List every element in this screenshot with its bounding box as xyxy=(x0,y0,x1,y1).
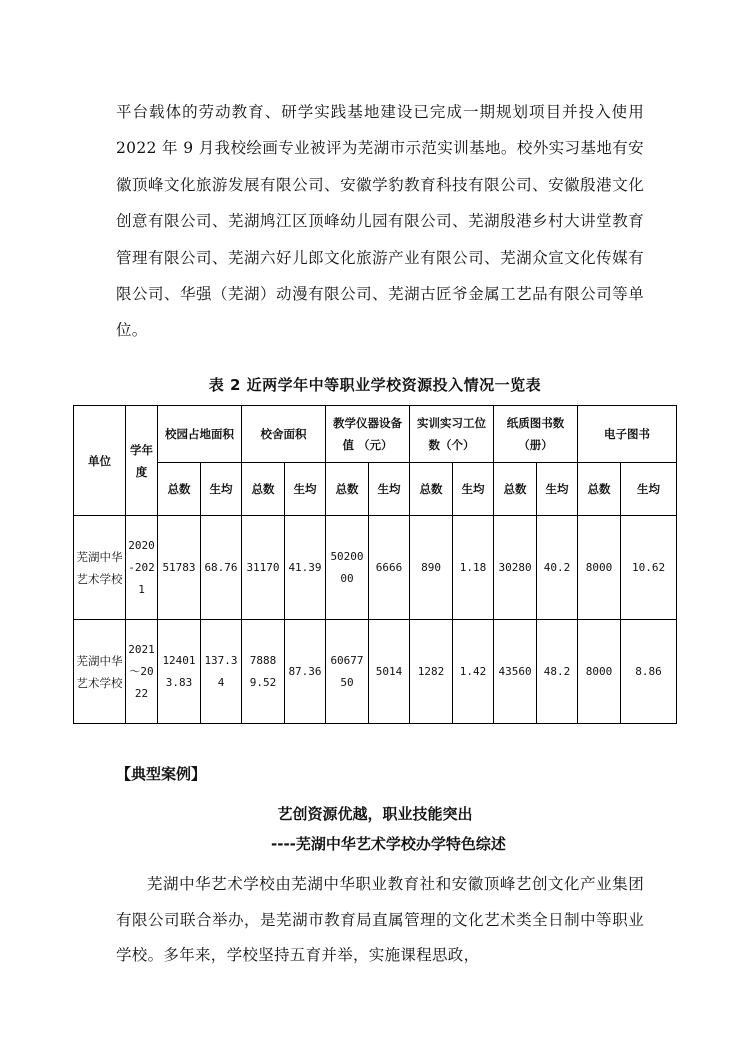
subheader-total: 总数 xyxy=(410,463,453,516)
cell-campus-total: 124013.83 xyxy=(158,620,201,724)
header-unit: 单位 xyxy=(74,406,126,516)
header-campus-area: 校园占地面积 xyxy=(158,406,242,463)
cell-unit: 芜湖中华艺术学校 xyxy=(74,516,126,620)
cell-building-total: 31170 xyxy=(242,516,285,620)
cell-campus-per: 137.34 xyxy=(201,620,242,724)
table-subheader-row xyxy=(74,463,677,516)
table-row xyxy=(74,620,677,724)
cell-books-total: 43560 xyxy=(494,620,537,724)
subheader-per-student: 生均 xyxy=(537,463,578,516)
subheader-per-student: 生均 xyxy=(285,463,326,516)
subheader-per-student: 生均 xyxy=(621,463,677,516)
header-year: 学年度 xyxy=(126,406,158,516)
case-label: 【典型案例】 xyxy=(116,765,207,783)
cell-books-per: 40.2 xyxy=(537,516,578,620)
table-header-row xyxy=(74,406,677,463)
cell-station-per: 1.42 xyxy=(453,620,494,724)
cell-equip-total: 5020000 xyxy=(326,516,369,620)
cell-ebook-total: 8000 xyxy=(578,516,621,620)
subheader-per-student: 生均 xyxy=(369,463,410,516)
cell-books-total: 30280 xyxy=(494,516,537,620)
cell-year: 2021～2022 xyxy=(126,620,158,724)
cell-year: 2020-2021 xyxy=(126,516,158,620)
subheader-total: 总数 xyxy=(242,463,285,516)
cell-ebook-total: 8000 xyxy=(578,620,621,724)
cell-building-per: 41.39 xyxy=(285,516,326,620)
cell-unit: 芜湖中华艺术学校 xyxy=(74,620,126,724)
subheader-total: 总数 xyxy=(494,463,537,516)
header-training-stations: 实训实习工位数（个） xyxy=(410,406,494,463)
header-building-area: 校舍面积 xyxy=(242,406,326,463)
case-paragraph: 芜湖中华艺术学校由芜湖中华职业教育社和安徽顶峰艺创文化产业集团有限公司联合举办，是芜湖市教育局直属管理的文化艺术类全日制中等职业学校。多年来，学校坚持五育并举，实施课程思政， xyxy=(116,875,644,964)
subheader-total: 总数 xyxy=(158,463,201,516)
cell-books-per: 48.2 xyxy=(537,620,578,724)
table-title: 表 2 近两学年中等职业学校资源投入情况一览表 xyxy=(208,376,542,394)
cell-ebook-per: 10.62 xyxy=(621,516,677,620)
cell-equip-per: 5014 xyxy=(369,620,410,724)
subheader-per-student: 生均 xyxy=(453,463,494,516)
case-title: 艺创资源优越，职业技能突出 xyxy=(277,805,473,823)
case-subtitle: ----芜湖中华艺术学校办学特色综述 xyxy=(271,835,506,853)
cell-building-per: 87.36 xyxy=(285,620,326,724)
subheader-total: 总数 xyxy=(326,463,369,516)
cell-station-total: 890 xyxy=(410,516,453,620)
resource-investment-table xyxy=(73,405,677,724)
cell-equip-per: 6666 xyxy=(369,516,410,620)
cell-ebook-per: 8.86 xyxy=(621,620,677,724)
cell-equip-total: 6067750 xyxy=(326,620,369,724)
cell-campus-total: 51783 xyxy=(158,516,201,620)
header-equipment-value: 教学仪器设备值 （元） xyxy=(326,406,410,463)
cell-station-total: 1282 xyxy=(410,620,453,724)
header-paper-books: 纸质图书数（册） xyxy=(494,406,578,463)
subheader-total: 总数 xyxy=(578,463,621,516)
cell-station-per: 1.18 xyxy=(453,516,494,620)
header-ebooks: 电子图书 xyxy=(578,406,677,463)
subheader-per-student: 生均 xyxy=(201,463,242,516)
cell-building-total: 78889.52 xyxy=(242,620,285,724)
table-row xyxy=(74,516,677,620)
cell-campus-per: 68.76 xyxy=(201,516,242,620)
intro-paragraph: 平台载体的劳动教育、研学实践基地建设已完成一期规划项目并投入使用 2022 年 9 月我校绘画专业被评为芜湖市示范实训基地。校外实习基地有安徽顶峰文化旅游发展有限公司、安徽学豹教育科技有限公司、安徽殷港文化创意有限公司、芜湖鸠江区顶峰幼儿园有限公司、芜湖殷港乡村大讲堂教育管理有限公司、芜湖六好儿郎文化旅游产业有限公司、芜湖众宣文化传媒有限公司、华强（芜湖）动漫有限公司、芜湖古匠爷金属工艺品有限公司等单位。 xyxy=(116,103,644,340)
